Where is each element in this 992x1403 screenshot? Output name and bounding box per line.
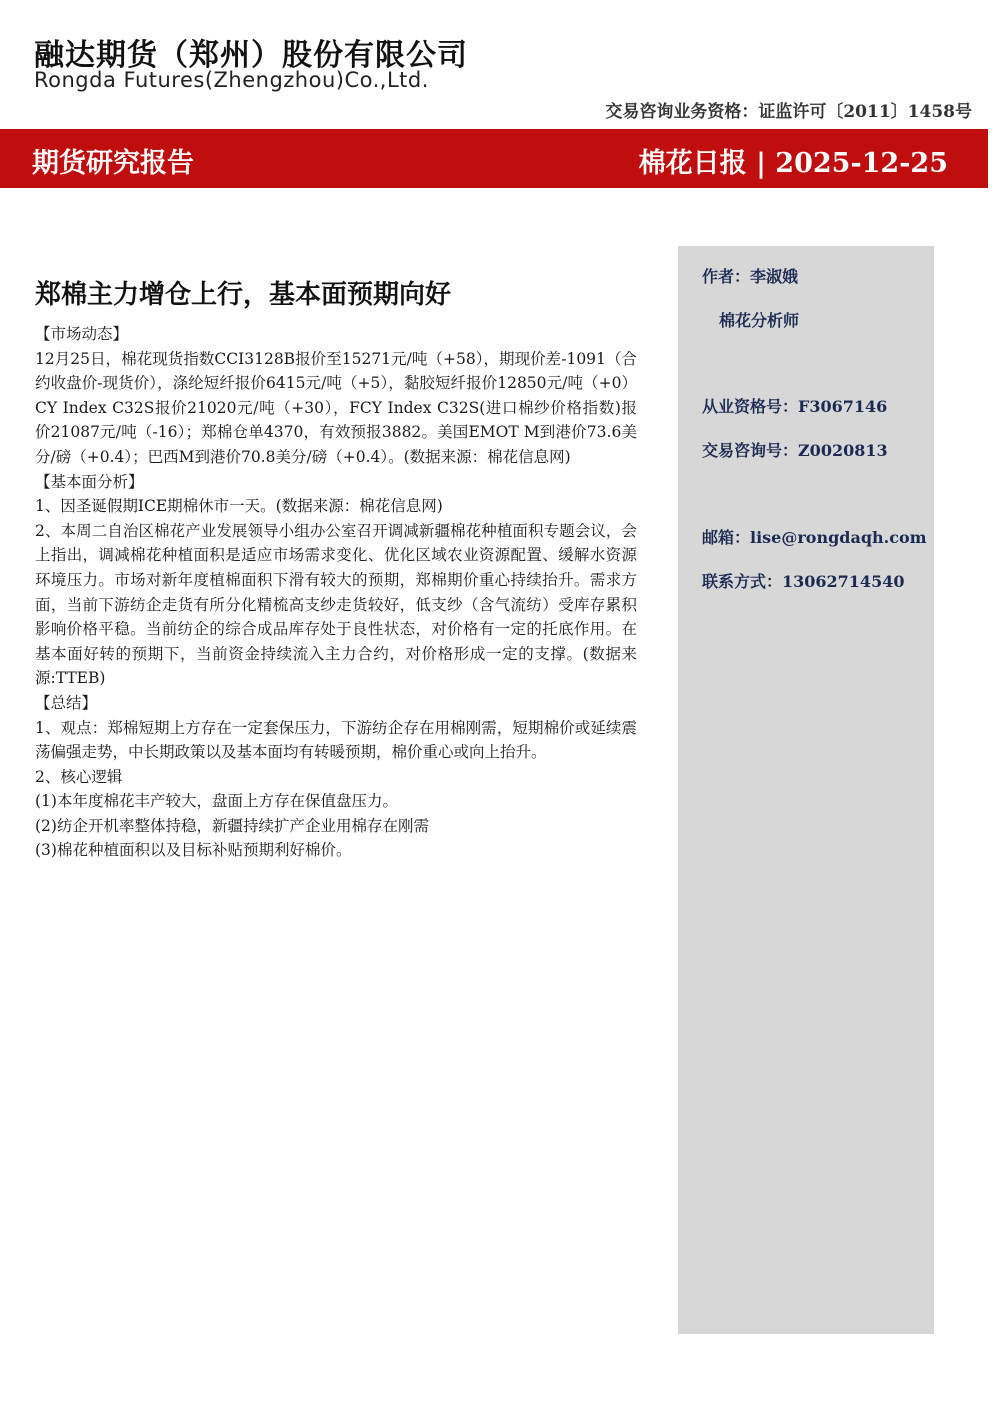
report-type-label: 期货研究报告: [32, 148, 194, 179]
author-title: 棉花分析师: [719, 311, 800, 330]
report-body: [35, 278, 637, 863]
fundamentals-point-2: 2、本周二自治区棉花产业发展领导小组办公室召开调减新疆棉花种植面积专题会议，会上指出，调减棉花种植面积是适应市场需求变化、优化区域农业资源配置、缓解水资源环境压力。市场对新年度植棉面积下滑有较大的预期，郑棉期价重心持续抬升。需求方面，当前下游纺企走货有所分化精梳高支纱走货较好，低支纱（含气流纺）受库存累积影响价格平稳。当前纺企的综合成品库存处于良性状态，对价格有一定的托底作用。在基本面好转的预期下，当前资金持续流入主力合约，对价格形成一定的支撑。(数据来源:TTEB): [35, 521, 637, 688]
report-title-date: 棉花日报 | 2025-12-25: [638, 148, 948, 179]
fundamentals-point-1: 1、因圣诞假期ICE期棉休市一天。(数据来源：棉花信息网): [35, 497, 443, 516]
summary-logic-heading: 2、核心逻辑: [35, 767, 123, 786]
logic-point-3: (3)棉花种植面积以及目标补贴预期利好棉价。: [35, 841, 352, 860]
author-sidebar: [678, 246, 934, 1334]
report-headline: 郑棉主力增仓上行，基本面预期向好: [35, 280, 452, 310]
company-name-cn: 融达期货（郑州）股份有限公司: [34, 38, 468, 73]
logic-point-1: (1)本年度棉花丰产较大，盘面上方存在保值盘压力。: [35, 792, 398, 811]
section-heading-market: 【市场动态】: [35, 325, 129, 343]
section-heading-summary: 【总结】: [35, 693, 98, 712]
section-heading-fundamentals: 【基本面分析】: [35, 472, 144, 491]
qualification-number: 从业资格号：F3067146: [702, 397, 888, 416]
logic-point-2: (2)纺企开机率整体持稳，新疆持续扩产企业用棉存在刚需: [35, 816, 429, 835]
author-phone: 联系方式：13062714540: [702, 572, 905, 591]
market-paragraph: 12月25日，棉花现货指数CCI3128B报价至15271元/吨（+58），期现价差-1091（合约收盘价-现货价），涤纶短纤报价6415元/吨（+5），黏胶短纤报价12850元/吨（+0）CY Index C32S报价21020元/吨（+30），FCY Index C32S(进口棉纱价格指数)报价21087元/吨（-16）；郑棉仓单4370，有效预报3882。美国EMOT M到港价73.6美分/磅（+0.4）；巴西M到港价70.8美分/磅（+0.4）。(数据来源：棉花信息网): [35, 349, 637, 466]
author-name: 作者：李淑娥: [702, 267, 799, 286]
summary-view: 1、观点：郑棉短期上方存在一定套保压力，下游纺企存在用棉刚需，短期棉价或延续震荡偏强走势，中长期政策以及基本面均有转暖预期，棉价重心或向上抬升。: [35, 718, 637, 762]
license-info: 交易咨询业务资格：证监许可〔2011〕1458号: [605, 102, 972, 122]
consult-number: 交易咨询号：Z0020813: [702, 441, 888, 460]
company-name-en: Rongda Futures(Zhengzhou)Co.,Ltd.: [34, 68, 429, 92]
report-banner: [0, 129, 988, 188]
author-email[interactable]: 邮箱：lise@rongdaqh.com: [702, 528, 927, 547]
